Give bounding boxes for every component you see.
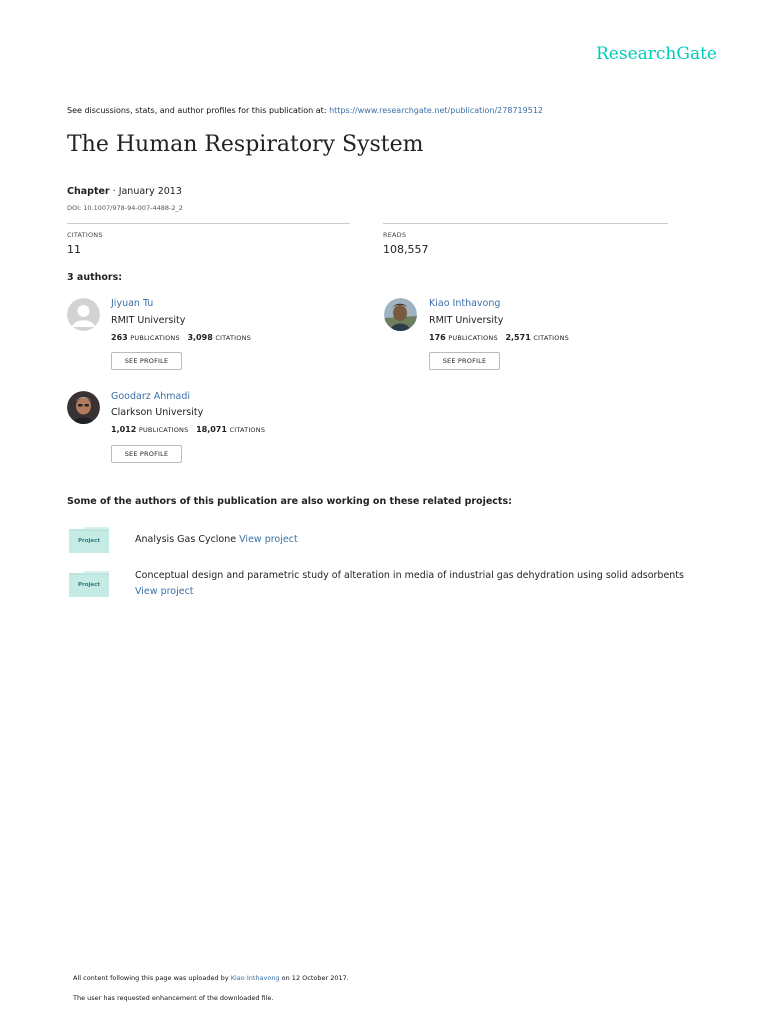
see-discussions-text: See discussions, stats, and author profiles for this publication at: <box>67 106 330 115</box>
author-publications-count: 176 <box>429 333 446 342</box>
author-citations-count: 3,098 <box>187 333 213 342</box>
see-profile-button[interactable]: SEE PROFILE <box>429 352 500 370</box>
uploaded-by-line <box>73 974 349 982</box>
researchgate-logo[interactable]: ResearchGate <box>596 44 717 64</box>
uploaded-prefix: All content following this page was uploaded by <box>73 974 231 982</box>
citations-value: 11 <box>67 243 81 256</box>
reads-divider <box>383 223 668 224</box>
author-stats <box>111 425 265 434</box>
publication-url-link[interactable]: https://www.researchgate.net/publication/278719512 <box>329 106 543 115</box>
author-name-link[interactable]: Goodarz Ahmadi <box>111 391 191 402</box>
see-profile-button[interactable]: SEE PROFILE <box>111 352 182 370</box>
reads-label: READS <box>383 231 407 239</box>
citations-divider <box>67 223 350 224</box>
citations-label: CITATIONS <box>67 231 103 239</box>
project-title: Conceptual design and parametric study of alteration in media of industrial gas dehydration using solid adsorbents <box>135 570 684 581</box>
project-folder-label: Project <box>77 538 101 544</box>
enhancement-note: The user has requested enhancement of the downloaded file. <box>73 994 274 1002</box>
view-project-link[interactable]: View project <box>239 534 298 545</box>
doi-text: DOI: 10.1007/978-94-007-4488-2_2 <box>67 204 183 212</box>
project-folder-label: Project <box>77 582 101 588</box>
avatar-photo-icon[interactable] <box>67 391 100 424</box>
publication-title: The Human Respiratory System <box>67 132 424 157</box>
chapter-date: January 2013 <box>118 186 182 197</box>
uploader-link[interactable]: Kiao Inthavong <box>230 974 280 982</box>
authors-heading: 3 authors: <box>67 272 123 283</box>
author-publications-label: PUBLICATIONS <box>138 426 189 434</box>
author-publications-label: PUBLICATIONS <box>130 334 180 342</box>
author-publications-count: 263 <box>111 333 128 342</box>
author-publications-label: PUBLICATIONS <box>448 334 498 342</box>
author-stats <box>429 333 569 342</box>
author-citations-count: 2,571 <box>505 333 531 342</box>
author-citations-count: 18,071 <box>196 425 227 434</box>
author-citations-label: CITATIONS <box>533 334 569 342</box>
author-institution: Clarkson University <box>111 407 204 418</box>
see-discussions-line <box>67 106 543 115</box>
reads-value: 108,557 <box>383 243 429 256</box>
author-stats <box>111 333 251 342</box>
view-project-link[interactable]: View project <box>135 586 194 597</box>
project-item <box>135 532 695 548</box>
uploaded-suffix: on 12 October 2017. <box>279 974 349 982</box>
author-citations-label: CITATIONS <box>215 334 251 342</box>
avatar-placeholder-icon[interactable] <box>67 298 100 331</box>
chapter-type: Chapter <box>67 186 110 197</box>
chapter-separator: · <box>109 186 119 197</box>
project-item <box>135 568 705 600</box>
avatar-photo-icon[interactable] <box>384 298 417 331</box>
author-name-link[interactable]: Jiyuan Tu <box>111 298 154 309</box>
project-title: Analysis Gas Cyclone <box>135 534 237 545</box>
author-publications-count: 1,012 <box>111 425 137 434</box>
chapter-info <box>67 186 182 197</box>
related-projects-heading: Some of the authors of this publication are also working on these related projects: <box>67 496 512 507</box>
author-citations-label: CITATIONS <box>229 426 266 434</box>
author-institution: RMIT University <box>429 315 504 326</box>
see-profile-button[interactable]: SEE PROFILE <box>111 445 182 463</box>
author-name-link[interactable]: Kiao Inthavong <box>429 298 501 309</box>
author-institution: RMIT University <box>111 315 186 326</box>
